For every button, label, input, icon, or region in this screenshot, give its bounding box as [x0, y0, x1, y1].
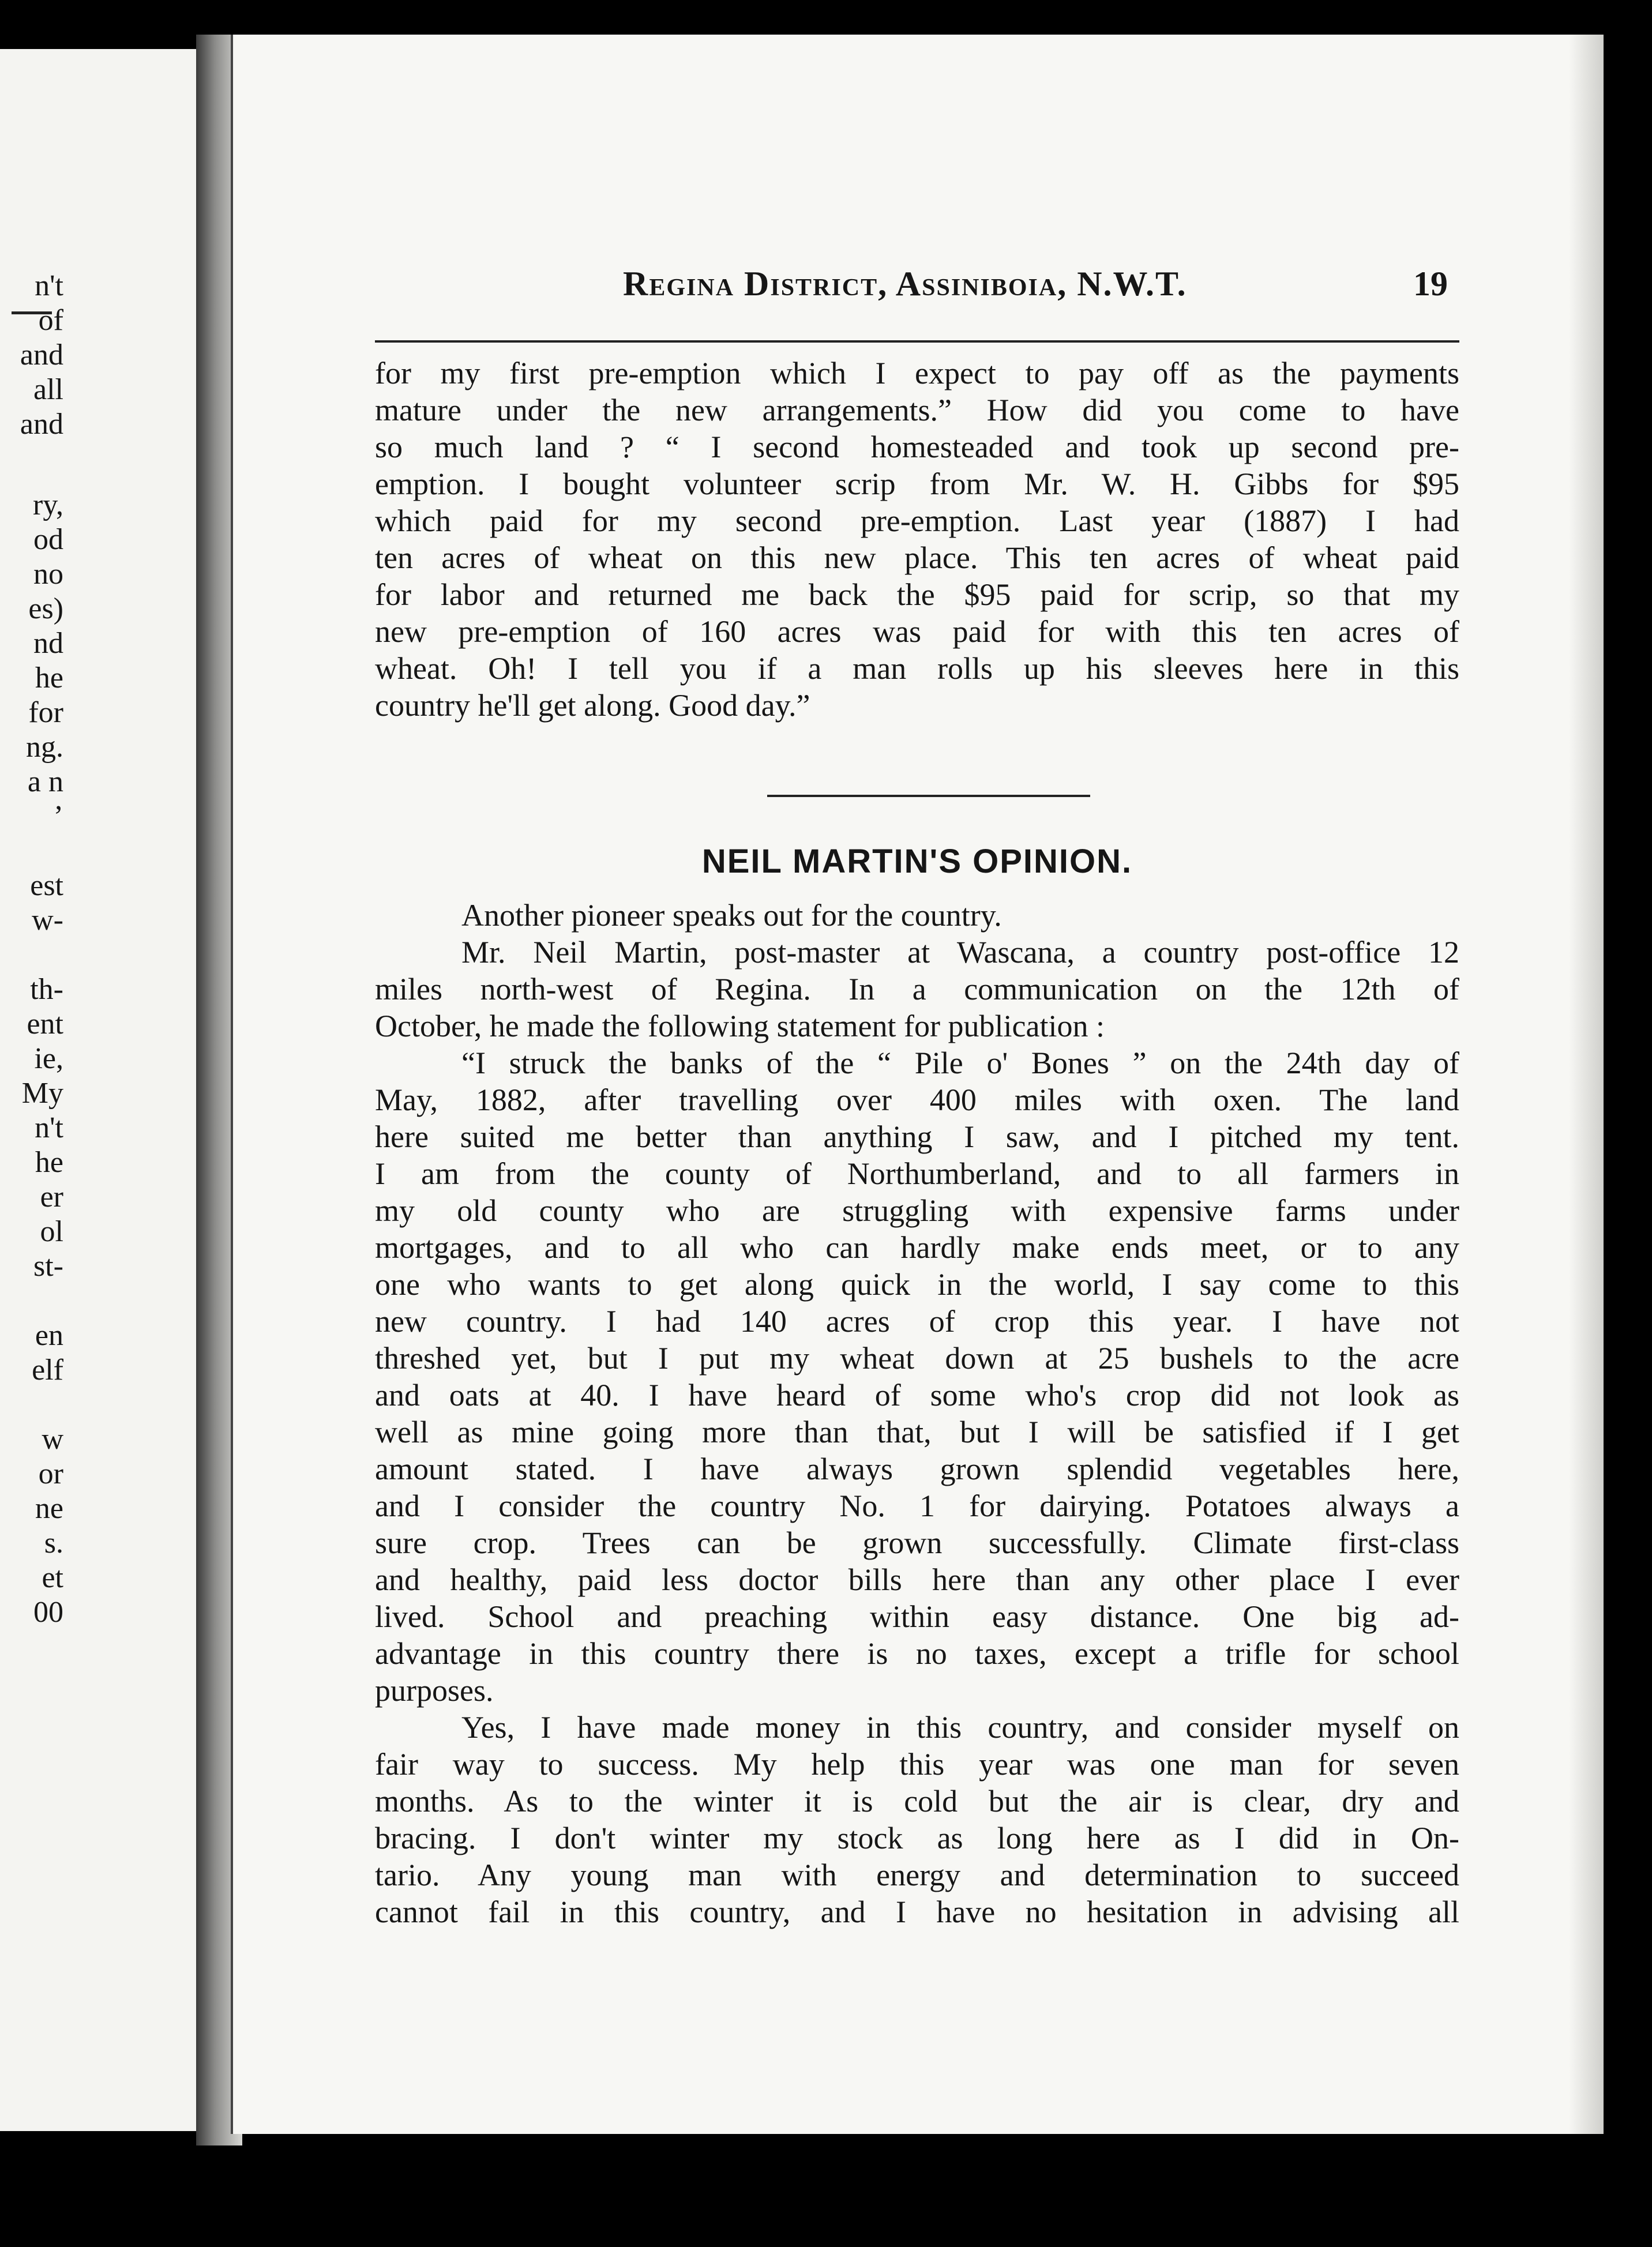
text-line: for my first pre-emption which I expect to pay off as the payments: [375, 358, 1459, 390]
text-line: and healthy, paid less doctor bills here than any other place I ever: [375, 1564, 1459, 1597]
left-page-fragment: ie,: [34, 1042, 63, 1075]
text-line: fair way to success. My help this year was one man for seven: [375, 1749, 1459, 1782]
text-line: “I struck the banks of the “ Pile o' Bones ” on the 24th day of: [461, 1047, 1459, 1080]
text-line: tario. Any young man with energy and determination to succeed: [375, 1859, 1459, 1892]
left-page-fragment: 00: [33, 1596, 63, 1629]
left-page-fragment: w-: [32, 904, 63, 937]
text-line: I am from the county of Northumberland, and to all farmers in: [375, 1158, 1459, 1191]
text-line: well as mine going more than that, but I will be satisfied if I get: [375, 1416, 1459, 1449]
text-line: emption. I bought volunteer scrip from Mr. W. H. Gibbs for $95: [375, 468, 1459, 501]
text-line: so much land ? “ I second homesteaded and took up second pre-: [375, 431, 1459, 464]
text-line: for labor and returned me back the $95 paid for scrip, so that my: [375, 579, 1459, 612]
text-line: bracing. I don't winter my stock as long here as I did in On-: [375, 1823, 1459, 1855]
text-line: which paid for my second pre-emption. Last year (1887) I had: [375, 505, 1459, 538]
left-page-fragment: est: [30, 869, 63, 902]
continued-paragraph: [375, 358, 1459, 727]
left-page-fragment: ol: [40, 1215, 63, 1248]
text-line: and oats at 40. I have heard of some who's crop did not look as: [375, 1380, 1459, 1412]
left-page-fragment: th-: [30, 973, 63, 1006]
left-page-fragment: ry,: [33, 489, 63, 521]
text-line: mature under the new arrangements.” How did you come to have: [375, 394, 1459, 427]
left-page-fragment: My: [21, 1077, 63, 1110]
left-page-fragment: no: [33, 558, 63, 591]
left-page-fragment: st-: [33, 1250, 63, 1283]
text-line: my old county who are struggling with expensive farms under: [375, 1195, 1459, 1228]
text-line: advantage in this country there is no taxes, except a trifle for school: [375, 1638, 1459, 1671]
left-page-fragment: w: [42, 1423, 63, 1456]
text-line: sure crop. Trees can be grown successfully. Climate first-class: [375, 1527, 1459, 1560]
left-page-fragment: and: [20, 408, 63, 441]
section-title: NEIL MARTIN'S OPINION.: [701, 843, 1133, 880]
left-page-fragment: n't: [35, 1111, 63, 1144]
section-divider-rule: [767, 795, 1090, 797]
left-facing-page: [0, 49, 198, 2131]
left-page-fragment: all: [33, 373, 63, 406]
left-page-fragment: ng.: [26, 731, 63, 764]
left-page-fragment: for: [28, 696, 63, 729]
left-page-fragment: elf: [32, 1354, 63, 1386]
left-page-fragment: of: [38, 304, 63, 337]
left-page-fragment: nd: [33, 627, 63, 660]
section-body: [375, 900, 1459, 1933]
text-line: October, he made the following statement for publication :: [375, 1010, 1105, 1043]
text-line: wheat. Oh! I tell you if a man rolls up his sleeves here in this: [375, 653, 1459, 686]
text-line: and I consider the country No. 1 for dairying. Potatoes always a: [375, 1490, 1459, 1523]
text-line: amount stated. I have always grown splendid vegetables here,: [375, 1453, 1459, 1486]
left-page-fragment: od: [33, 523, 63, 556]
text-line: lived. School and preaching within easy distance. One big ad-: [375, 1601, 1459, 1634]
header-rule: [375, 340, 1459, 343]
text-line: new country. I had 140 acres of crop this year. I have not: [375, 1306, 1459, 1339]
left-page-fragment: a n: [27, 765, 63, 798]
page-edge-shadow: [1569, 35, 1604, 2134]
text-line: new pre-emption of 160 acres was paid for with this ten acres of: [375, 616, 1459, 649]
left-page-fragment: and: [20, 339, 63, 371]
text-line: Mr. Neil Martin, post-master at Wascana, a country post-office 12: [461, 937, 1459, 970]
left-page-fragment: s.: [44, 1527, 63, 1560]
left-page-fragment: er: [40, 1181, 63, 1213]
left-page-fragment: or: [38, 1457, 63, 1490]
page-header: [375, 264, 1459, 316]
left-page-fragment: ent: [27, 1008, 63, 1040]
left-page-fragment: et: [42, 1561, 63, 1594]
left-page-fragment: es): [28, 592, 63, 625]
text-line: purposes.: [375, 1675, 494, 1708]
left-page-fragment: n't: [35, 269, 63, 302]
text-line: here suited me better than anything I saw, and I pitched my tent.: [375, 1121, 1459, 1154]
left-page-fragment: ’: [53, 800, 63, 833]
text-line: Yes, I have made money in this country, and consider myself on: [461, 1712, 1459, 1745]
text-line: mortgages, and to all who can hardly make ends meet, or to any: [375, 1232, 1459, 1265]
left-page-fragment: he: [35, 662, 63, 694]
left-page-fragment: ne: [35, 1492, 63, 1525]
text-line: miles north-west of Regina. In a communication on the 12th of: [375, 974, 1459, 1006]
text-line: country he'll get along. Good day.”: [375, 690, 810, 723]
text-line: cannot fail in this country, and I have no hesitation in advising all: [375, 1896, 1459, 1929]
left-page-fragment: en: [35, 1319, 63, 1352]
page-number: 19: [1413, 265, 1448, 303]
text-line: Another pioneer speaks out for the country.: [461, 900, 1002, 933]
text-line: ten acres of wheat on this new place. This ten acres of wheat paid: [375, 542, 1459, 575]
text-line: threshed yet, but I put my wheat down at 25 bushels to the acre: [375, 1343, 1459, 1376]
running-head: Regina District, Assiniboia, N.W.T.: [623, 265, 1187, 303]
text-line: one who wants to get along quick in the world, I say come to this: [375, 1269, 1459, 1302]
left-page-fragment: he: [35, 1146, 63, 1179]
text-line: months. As to the winter it is cold but the air is clear, dry and: [375, 1786, 1459, 1818]
text-line: May, 1882, after travelling over 400 miles with oxen. The land: [375, 1084, 1459, 1117]
